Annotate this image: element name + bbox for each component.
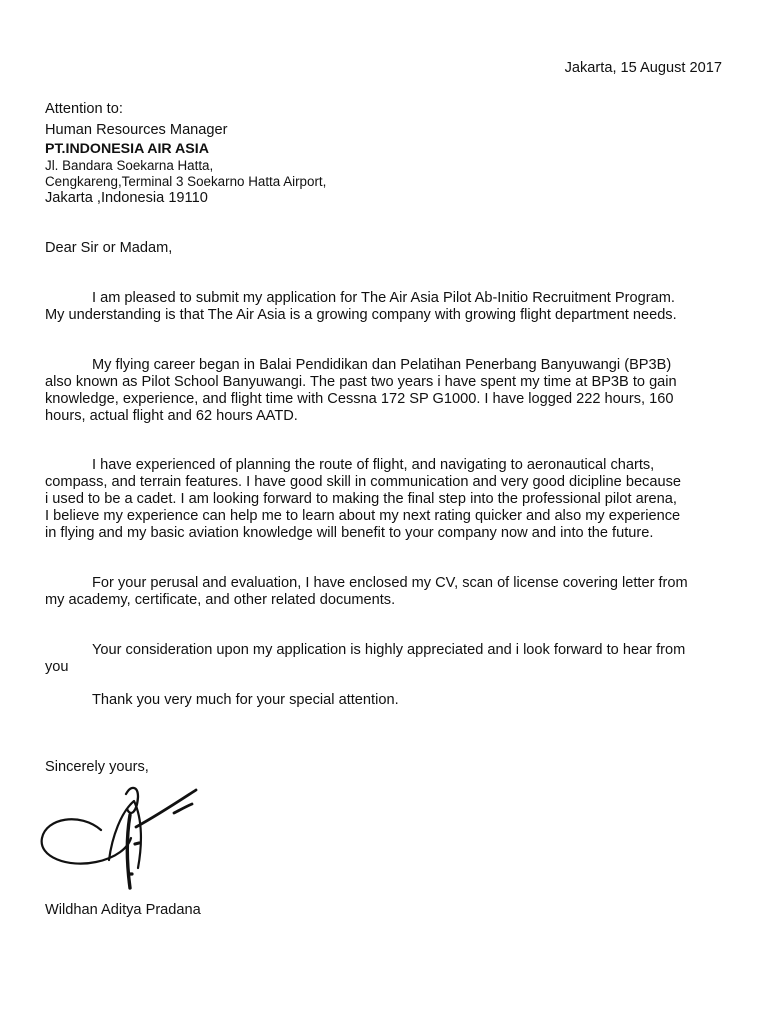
paragraph-4-line-2: my academy, certificate, and other related documents. <box>45 592 396 608</box>
paragraph-4-line-1: For your perusal and evaluation, I have enclosed my CV, scan of license covering letter from <box>92 575 688 591</box>
recipient-company: PT.INDONESIA AIR ASIA <box>45 141 209 157</box>
signer-name: Wildhan Aditya Pradana <box>45 902 201 918</box>
signature-stroke-vertical-stem <box>127 815 130 888</box>
closing: Sincerely yours, <box>45 759 149 775</box>
paragraph-2-line-3: knowledge, experience, and flight time with Cessna 172 SP G1000. I have logged 222 hours, 160 <box>45 391 674 407</box>
address-line-3: Jakarta ,Indonesia 19110 <box>45 190 208 206</box>
address-line-1: Jl. Bandara Soekarna Hatta, <box>45 158 214 173</box>
paragraph-6-line-1: Thank you very much for your special attention. <box>92 692 399 708</box>
paragraph-1-line-2: My understanding is that The Air Asia is a growing company with growing flight department needs. <box>45 307 677 323</box>
letter-date: Jakarta, 15 August 2017 <box>564 60 722 76</box>
attention-label: Attention to: <box>45 101 123 117</box>
paragraph-3-line-2: compass, and terrain features. I have good skill in communication and very good dicipline because <box>45 474 681 490</box>
recipient-position: Human Resources Manager <box>45 122 228 138</box>
paragraph-3-line-3: i used to be a cadet. I am looking forward to making the final step into the professional pilot arena, <box>45 491 677 507</box>
signature-stroke-dot <box>130 843 139 874</box>
handwritten-signature <box>34 770 204 895</box>
signature-stroke-right-flourish <box>136 790 196 827</box>
salutation: Dear Sir or Madam, <box>45 240 173 256</box>
paragraph-5-line-2: you <box>45 659 69 675</box>
paragraph-3-line-4: I believe my experience can help me to learn about my next rating quicker and also my experience <box>45 508 681 524</box>
paragraph-2-line-2: also known as Pilot School Banyuwangi. The past two years i have spent my time at BP3B to gain <box>45 374 677 390</box>
paragraph-2-line-4: hours, actual flight and 62 hours AATD. <box>45 408 298 424</box>
paragraph-3-line-1: I have experienced of planning the route of flight, and navigating to aeronautical charts, <box>92 457 655 473</box>
paragraph-3-line-5: in flying and my basic aviation knowledge will benefit to your company now and into the future. <box>45 525 654 541</box>
address-line-2: Cengkareng,Terminal 3 Soekarno Hatta Airport, <box>45 174 327 189</box>
paragraph-1-line-1: I am pleased to submit my application for The Air Asia Pilot Ab-Initio Recruitment Program. <box>92 290 675 306</box>
paragraph-2-line-1: My flying career began in Balai Pendidikan dan Pelatihan Penerbang Banyuwangi (BP3B) <box>92 357 672 373</box>
signature-stroke-top-hook <box>126 788 138 813</box>
paragraph-5-line-1: Your consideration upon my application is highly appreciated and i look forward to hear from <box>92 642 686 658</box>
signature-stroke-curve <box>109 801 141 868</box>
